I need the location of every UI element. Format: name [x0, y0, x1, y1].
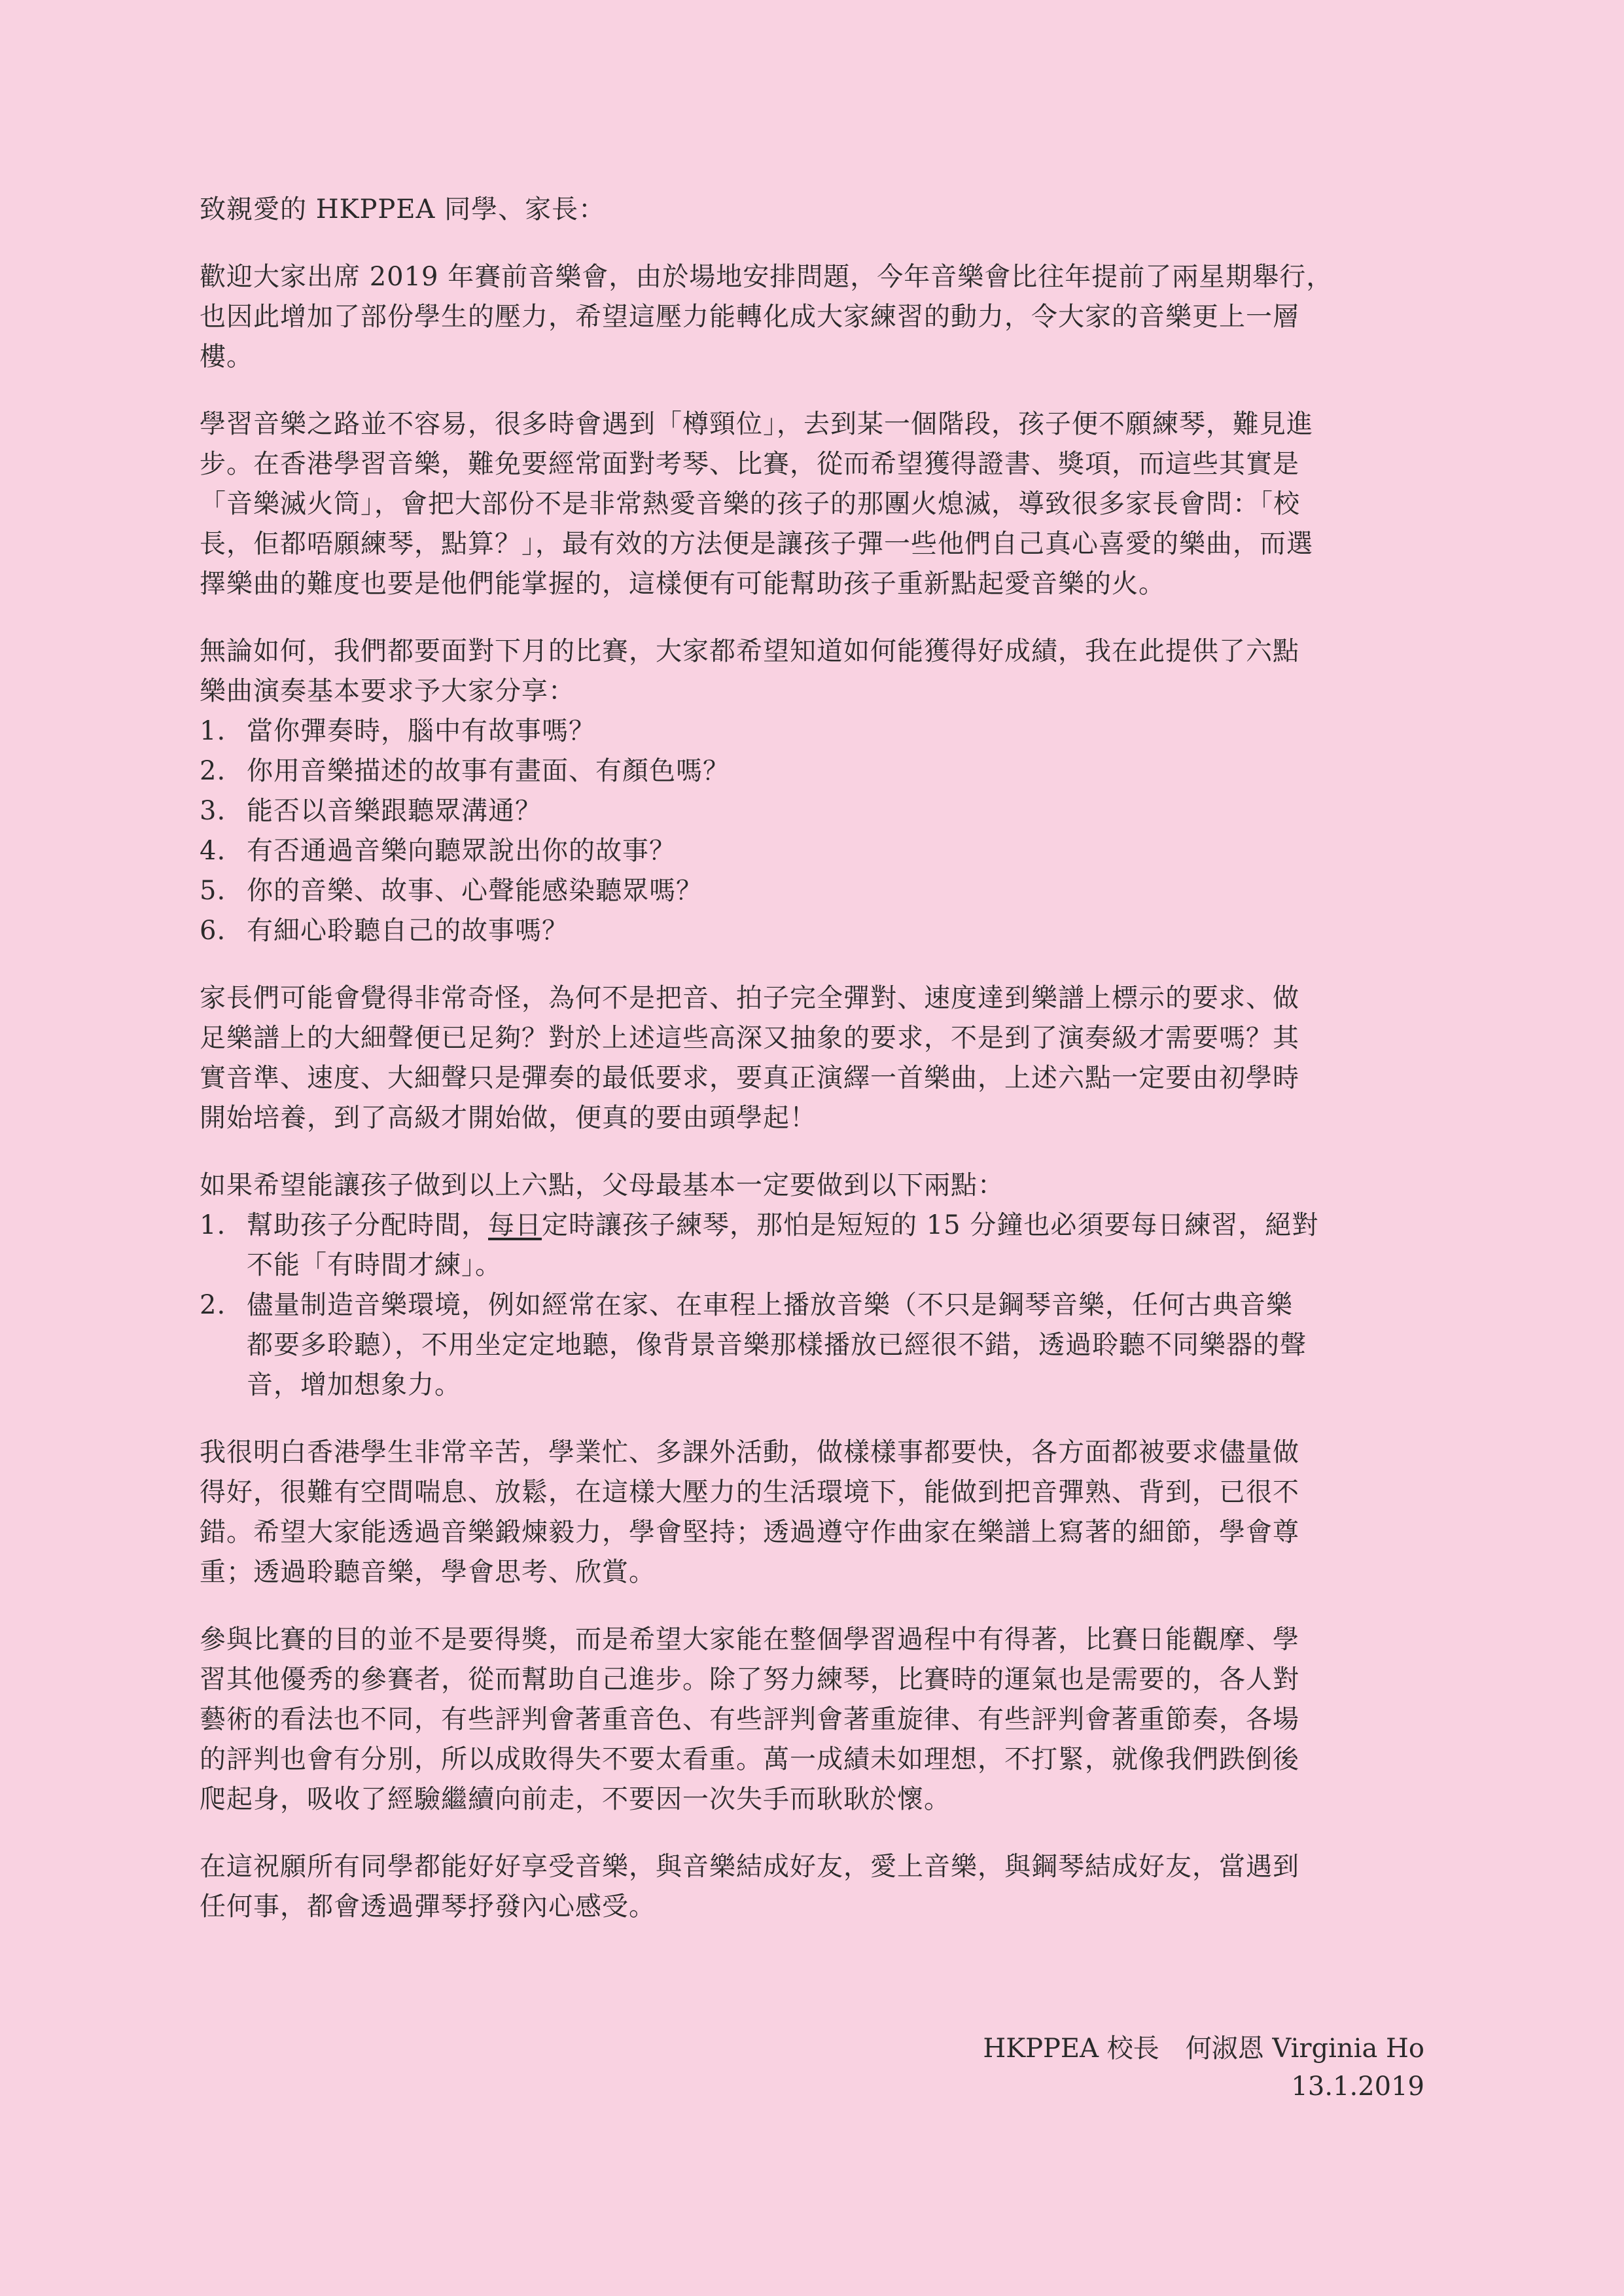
- paragraph-line: 步。在香港學習音樂，難免要經常面對考琴、比賽，從而希望獲得證書、獎項，而這些其實是: [200, 449, 1299, 479]
- list-item: [200, 1206, 1426, 1285]
- paragraph-line: 爬起身，吸收了經驗繼續向前走，不要因一次失手而耿耿於懷。: [200, 1784, 951, 1814]
- greeting: 致親愛的 HKPPEA 同學、家長：: [200, 194, 606, 224]
- paragraph-line: 樓。: [200, 342, 253, 372]
- list-text: 幫助孩子分配時間，: [247, 1210, 488, 1240]
- paragraph-parents-question: [200, 978, 1426, 1138]
- list-number: 2.: [200, 756, 226, 786]
- list-item: [200, 711, 1426, 751]
- underlined-text: 每日: [488, 1210, 542, 1240]
- paragraph-line: 歡迎大家出席 2019 年賽前音樂會，由於場地安排問題，今年音樂會比往年提前了兩星期舉行，: [200, 262, 1333, 292]
- list-text-continued: 不能「有時間才練」。: [247, 1250, 502, 1280]
- list-text-continued: 音，增加想象力。: [247, 1370, 461, 1400]
- list-item: [200, 791, 1426, 831]
- paragraph-line: 足樂譜上的大細聲便已足夠？對於上述這些高深又抽象的要求，不是到了演奏級才需要嗎？其: [200, 1023, 1299, 1053]
- paragraph-six-points-intro: [200, 632, 1426, 711]
- paragraph-line: 習其他優秀的參賽者，從而幫助自己進步。除了努力練琴，比賽時的運氣也是需要的，各人對: [200, 1664, 1299, 1695]
- paragraph-hk-students: [200, 1433, 1426, 1592]
- paragraph-line: 也因此增加了部份學生的壓力，希望這壓力能轉化成大家練習的動力，令大家的音樂更上一層: [200, 302, 1299, 332]
- six-points-list: [200, 711, 1426, 951]
- paragraph-line: 錯。希望大家能透過音樂鍛煉毅力，學會堅持；透過遵守作曲家在樂譜上寫著的細節，學會尊: [200, 1517, 1299, 1547]
- list-number: 1.: [200, 716, 226, 746]
- paragraph-line: 的評判也會有分別，所以成敗得失不要太看重。萬一成績未如理想，不打緊，就像我們跌倒後: [200, 1744, 1299, 1774]
- list-text: 你的音樂、故事、心聲能感染聽眾嗎？: [247, 876, 703, 906]
- list-item: [200, 871, 1426, 911]
- paragraph-line: 樂曲演奏基本要求予大家分享：: [200, 676, 575, 706]
- list-text: 有否通過音樂向聽眾說出你的故事？: [247, 836, 676, 866]
- signature-date: 13.1.2019: [1291, 2072, 1424, 2102]
- paragraph-line: 家長們可能會覺得非常奇怪，為何不是把音、拍子完全彈對、速度達到樂譜上標示的要求、做: [200, 983, 1299, 1013]
- list-text: 能否以音樂跟聽眾溝通？: [247, 796, 542, 826]
- paragraph-line: 擇樂曲的難度也要是他們能掌握的，這樣便有可能幫助孩子重新點起愛音樂的火。: [200, 569, 1165, 599]
- list-item: [200, 1285, 1426, 1405]
- paragraph-competition-purpose: [200, 1620, 1426, 1820]
- paragraph-line: 得好，很難有空間喘息、放鬆，在這樣大壓力的生活環境下，能做到把音彈熟、背到，已很不: [200, 1477, 1299, 1507]
- list-text: 當你彈奏時，腦中有故事嗎？: [247, 716, 595, 746]
- paragraph-line: 「音樂滅火筒」，會把大部份不是非常熱愛音樂的孩子的那團火熄滅，導致很多家長會問：「校: [200, 489, 1300, 519]
- paragraph-line: 我很明白香港學生非常辛苦，學業忙、多課外活動，做樣樣事都要快，各方面都被要求儘量做: [200, 1437, 1299, 1467]
- paragraph-line: 開始培養，到了高級才開始做，便真的要由頭學起！: [200, 1103, 817, 1133]
- list-text: 儘量制造音樂環境，例如經常在家、在車程上播放音樂（不只是鋼琴音樂，任何古典音樂: [247, 1290, 1293, 1320]
- list-text: 有細心聆聽自己的故事嗎？: [247, 916, 569, 946]
- paragraph-line: 實音準、速度、大細聲只是彈奏的最低要求，要真正演繹一首樂曲，上述六點一定要由初學時: [200, 1063, 1299, 1093]
- list-number: 3.: [200, 796, 226, 826]
- paragraph-two-points-intro: 如果希望能讓孩子做到以上六點，父母最基本一定要做到以下兩點：: [200, 1170, 1004, 1200]
- list-number: 5.: [200, 876, 226, 906]
- list-number: 4.: [200, 836, 226, 866]
- paragraph-line: 無論如何，我們都要面對下月的比賽，大家都希望知道如何能獲得好成績，我在此提供了六點: [200, 636, 1299, 666]
- list-item: [200, 911, 1426, 951]
- paragraph-line: 任何事，都會透過彈琴抒發內心感受。: [200, 1892, 656, 1922]
- paragraph-line: 參與比賽的目的並不是要得獎，而是希望大家能在整個學習過程中有得著，比賽日能觀摩、學: [200, 1624, 1299, 1655]
- paragraph-line: 在這祝願所有同學都能好好享受音樂，與音樂結成好友，愛上音樂，與鋼琴結成好友，當遇到: [200, 1852, 1299, 1882]
- paragraph-line: 重；透過聆聽音樂，學會思考、欣賞。: [200, 1557, 656, 1587]
- paragraph-line: 學習音樂之路並不容易，很多時會遇到「樽頸位」，去到某一個階段，孩子便不願練琴，難見進: [200, 409, 1313, 439]
- list-number: 1.: [200, 1210, 226, 1240]
- list-text-continued: 都要多聆聽），不用坐定定地聽，像背景音樂那樣播放已經很不錯，透過聆聽不同樂器的聲: [247, 1330, 1307, 1360]
- letter-body: [200, 190, 1426, 1927]
- list-item: [200, 831, 1426, 871]
- list-text: 定時讓孩子練琴，那怕是短短的 15 分鐘也必須要每日練習，絕對: [542, 1210, 1319, 1240]
- list-number: 2.: [200, 1290, 226, 1320]
- two-points-list: [200, 1206, 1426, 1405]
- list-text: 你用音樂描述的故事有畫面、有顏色嗎？: [247, 756, 730, 786]
- paragraph-learning-path: [200, 404, 1426, 604]
- paragraph-line: 長，佢都唔願練琴，點算？」，最有效的方法便是讓孩子彈一些他們自己真心喜愛的樂曲，而選: [200, 529, 1313, 559]
- paragraph-welcome: [200, 257, 1426, 377]
- list-number: 6.: [200, 916, 226, 946]
- signature-name: HKPPEA 校長 何淑恩 Virginia Ho: [983, 2034, 1424, 2064]
- paragraph-line: 藝術的看法也不同，有些評判會著重音色、有些評判會著重旋律、有些評判會著重節奏，各場: [200, 1704, 1299, 1734]
- paragraph-closing-wish: [200, 1847, 1426, 1927]
- list-item: [200, 751, 1426, 791]
